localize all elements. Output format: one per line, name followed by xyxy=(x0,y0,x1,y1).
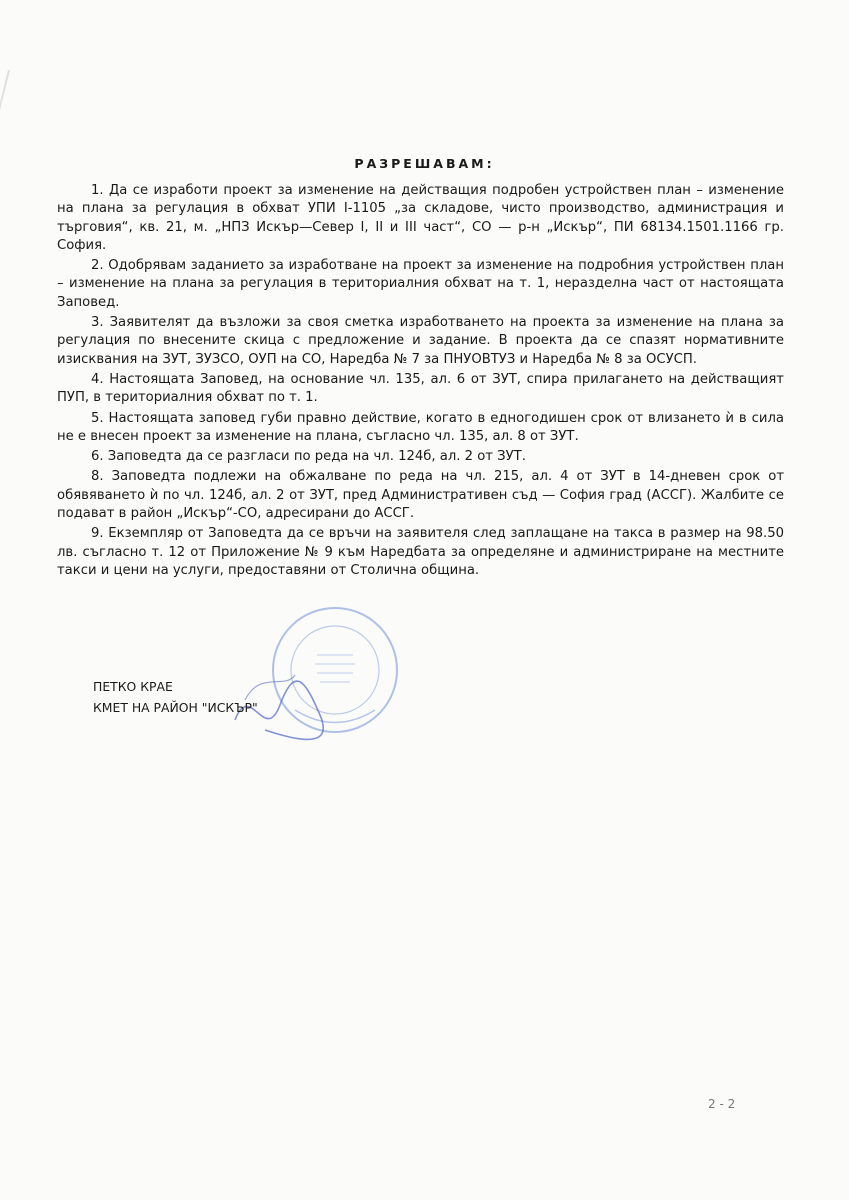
signatory-name: ПЕТКО КРАЕ xyxy=(93,679,173,694)
signature-block xyxy=(93,676,258,718)
item-3: 3. Заявителят да възложи за своя сметка изработването на проекта за изменение на плана за регулация по внесените скица с предложение и задание. В проекта да се спазят нормативните изисквания на ЗУТ, ЗУЗСО, ОУП на СО, Наредба № 7 за ПНУОВТУЗ и Наредба № 8 за ОСУСП. xyxy=(57,315,784,367)
page-number: 2 - 2 xyxy=(708,1097,736,1111)
item-4: 4. Настоящата Заповед, на основание чл. 135, ал. 6 от ЗУТ, спира прилагането на действащият ПУП, в териториалния обхват по т. 1. xyxy=(57,371,784,406)
item-9: 9. Екземпляр от Заповедта да се връчи на заявителя след заплащане на такса в размер на 98.50 лв. съгласно т. 12 от Приложение № 9 към Наредбата за определяне и администриране на местните такси и цени на услуги, предоставяни от Столична община. xyxy=(57,526,784,578)
item-2: 2. Одобрявам заданието за изработване на проект за изменение на подробния устройствен план – изменение на плана за регулация в териториалния обхват на т. 1, неразделна част от настоящата Заповед. xyxy=(57,258,784,310)
item-5: 5. Настоящата заповед губи правно действие, когато в едногодишен срок от влизането ѝ в сила не е внесен проект за изменение на плана, съгласно чл. 135, ал. 8 от ЗУТ. xyxy=(57,410,784,444)
document-body xyxy=(57,182,784,582)
item-6: 6. Заповедта да се разгласи по реда на чл. 124б, ал. 2 от ЗУТ. xyxy=(91,449,526,465)
signatory-title: КМЕТ НА РАЙОН "ИСКЪР" xyxy=(93,700,258,715)
item-8: 8. Заповедта подлежи на обжалване по реда на чл. 215, ал. 4 от ЗУТ в 14-дневен срок от обявяването ѝ по чл. 124б, ал. 2 от ЗУТ, пред Административен съд — София град (АССГ). Жалбите се подават в район „Искър“-СО, адресирани до АССГ. xyxy=(57,469,784,522)
item-1: 1. Да се изработи проект за изменение на действащия подробен устройствен план – изменение на плана за регулация в обхват УПИ I-1105 „за складове, чисто производство, администрация и търговия“, кв. 21, м. „НПЗ Искър—Север I, II и III част“, СО — р-н „Искър“, ПИ 68134.1501.1166 гр. София. xyxy=(57,183,784,253)
document-heading: РАЗРЕШАВАМ: xyxy=(354,156,495,171)
